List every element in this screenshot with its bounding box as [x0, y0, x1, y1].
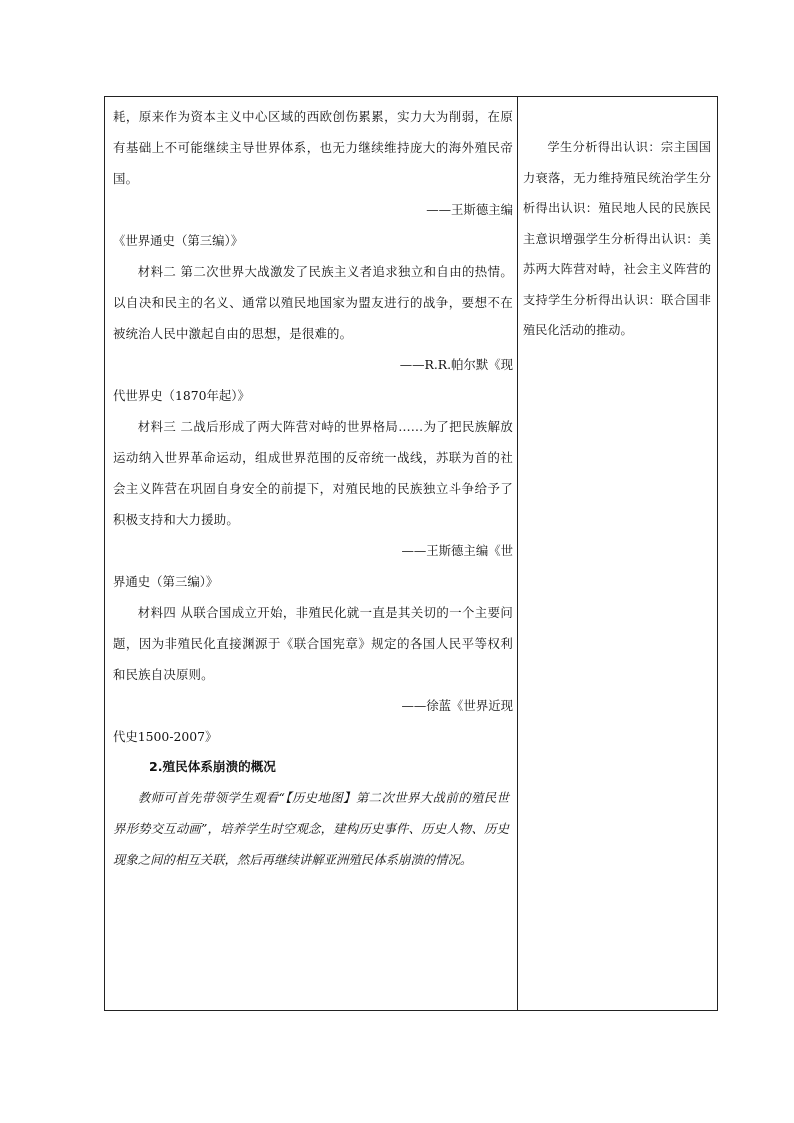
- material-four-source-title: 代史1500-2007》: [113, 729, 218, 744]
- column-divider: [517, 97, 518, 1010]
- material-three-source: ——王斯德主编《世: [401, 543, 513, 558]
- material-two-source-title: 代世界史（1870年起）》: [113, 388, 250, 403]
- material-four-text: 材料四 从联合国成立开始，非殖民化就一直是其关切的一个主要问题，因为非殖民化直接渊源于《联合国宪章》规定的各国人民平等权利和民族自决原则。: [113, 605, 513, 682]
- material-one-source: ——王斯德主编: [426, 202, 513, 217]
- material-one-text: 耗，原来作为资本主义中心区域的西欧创伤累累，实力大为削弱，在原有基础上不可能继续主导世界体系，也无力继续维持庞大的海外殖民帝国。: [113, 109, 513, 186]
- material-three-source-title: 界通史（第三编）》: [113, 574, 219, 589]
- student-analysis-text: 学生分析得出认识：宗主国国力衰落，无力维持殖民统治学生分析得出认识：殖民地人民的民族民主意识增强学生分析得出认识：美苏两大阵营对峙，社会主义阵营的支持学生分析得出认识：联合国非殖民化活动的推动。: [523, 140, 711, 337]
- lesson-table: [104, 96, 718, 1011]
- material-two-text: 材料二 第二次世界大战激发了民族主义者追求独立和自由的热情。以自决和民主的名义、通常以殖民地国家为盟友进行的战争，要想不在被统治人民中激起自由的思想，是很难的。: [113, 264, 513, 341]
- teacher-instruction: 教师可首先带领学生观看“【历史地图】第二次世界大战前的殖民世界形势交互动画”，培养学生时空观念，建构历史事件、历史人物、历史现象之间的相互关联，然后再继续讲解亚洲殖民体系崩溃的情况。: [113, 790, 509, 867]
- section-heading: 2.殖民体系崩溃的概况: [149, 759, 276, 774]
- teaching-content-cell: [113, 101, 513, 875]
- material-four-source: ——徐蓝《世界近现: [401, 698, 513, 713]
- material-two-source: ——R.R.帕尔默《现: [399, 357, 513, 372]
- student-activity-cell: [523, 132, 711, 346]
- material-one-source-title: 《世界通史（第三编）》: [113, 233, 244, 248]
- material-three-text: 材料三 二战后形成了两大阵营对峙的世界格局……为了把民族解放运动纳入世界革命运动，组成世界范围的反帝统一战线，苏联为首的社会主义阵营在巩固自身安全的前提下，对殖民地的民族独立斗争给予了积极支持和大力援助。: [113, 419, 513, 527]
